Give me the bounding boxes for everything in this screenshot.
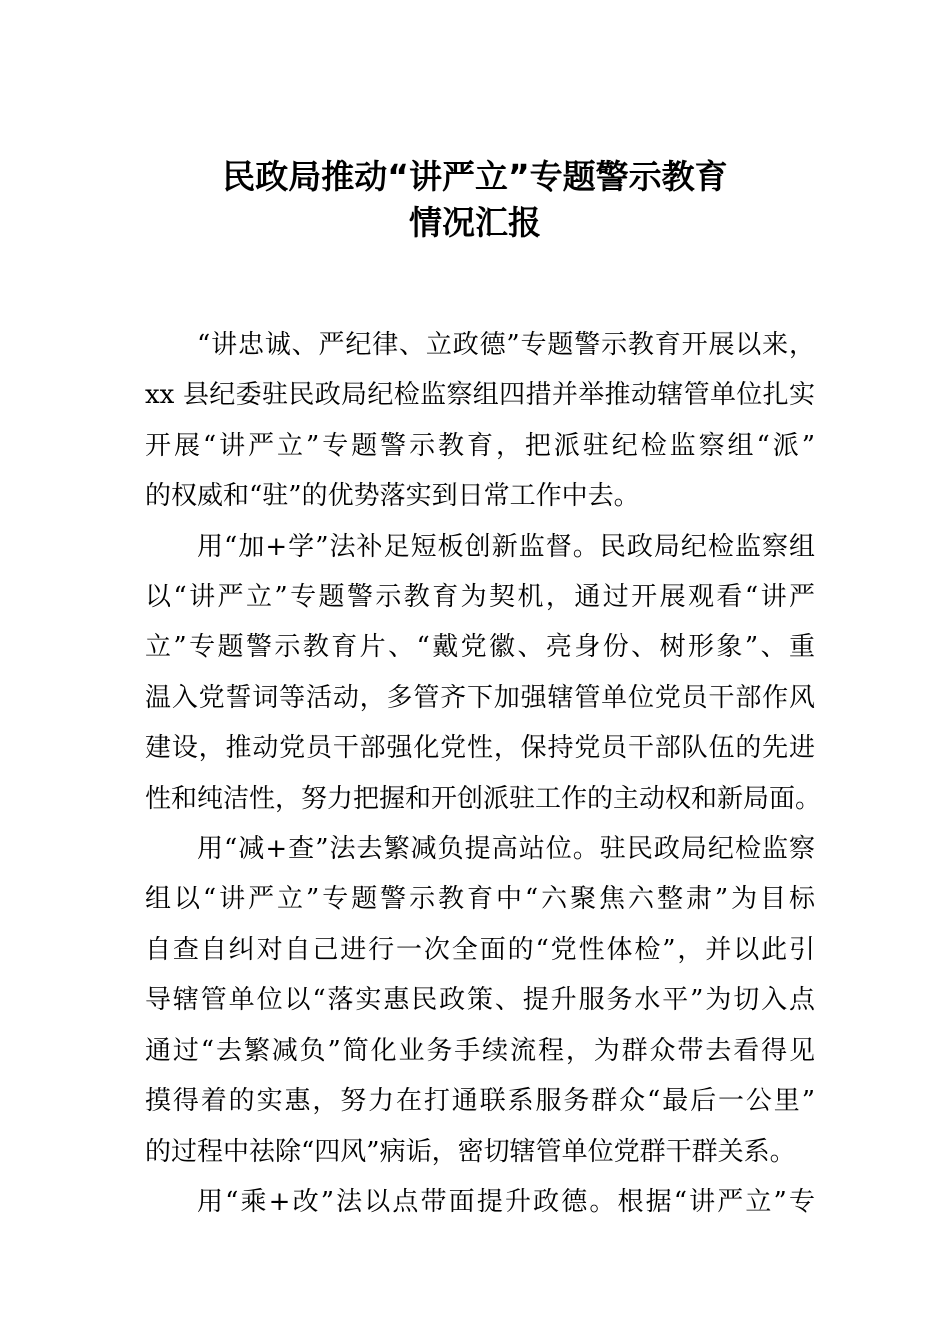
paragraph-line: 用“减+查”法去繁减负提高站位。驻民政局纪检监察 (197, 834, 815, 865)
paragraph-1 (145, 320, 815, 522)
paragraph-4 (145, 1177, 815, 1227)
paragraph-line: 用“加+学”法补足短板创新监督。民政局纪检监察组 (197, 531, 815, 562)
paragraph-line: 开展“讲严立”专题警示教育，把派驻纪检监察组“派” (145, 430, 815, 461)
paragraph-line: xx 县纪委驻民政局纪检监察组四措并举推动辖管单位扎实 (145, 380, 815, 411)
paragraph-2 (145, 522, 822, 824)
paragraph-line: 的过程中祛除“四风”病诟，密切辖管单位党群干群关系。 (145, 1136, 796, 1167)
paragraph-line: 导辖管单位以“落实惠民政策、提升服务水平”为切入点 (145, 985, 815, 1016)
paragraph-3 (145, 824, 815, 1177)
paragraph-line: 立”专题警示教育片、“戴党徽、亮身份、树形象”、重 (145, 632, 815, 663)
paragraph-line: “讲忠诚、严纪律、立政德”专题警示教育开展以来， (197, 330, 815, 360)
document-title-line-2: 情况汇报 (409, 203, 541, 242)
document-title-line-1: 民政局推动“讲严立”专题警示教育 (222, 157, 728, 196)
paragraph-line: 温入党誓词等活动，多管齐下加强辖管单位党员干部作风 (145, 682, 815, 713)
paragraph-line: 自查自纠对自己进行一次全面的“党性体检”，并以此引 (145, 934, 815, 965)
paragraph-line: 以“讲严立”专题警示教育为契机，通过开展观看“讲严 (145, 582, 815, 613)
paragraph-line: 通过“去繁减负”简化业务手续流程，为群众带去看得见 (145, 1035, 815, 1066)
document-body (145, 320, 822, 1227)
paragraph-line: 组以“讲严立”专题警示教育中“六聚焦六整肃”为目标 (145, 884, 815, 915)
paragraph-line: 摸得着的实惠，努力在打通联系服务群众“最后一公里” (145, 1086, 815, 1117)
paragraph-line: 建设，推动党员干部强化党性，保持党员干部队伍的先进 (145, 733, 815, 764)
paragraph-line: 的权威和“驻”的优势落实到日常工作中去。 (145, 481, 640, 512)
paragraph-line: 性和纯洁性，努力把握和开创派驻工作的主动权和新局面。 (145, 783, 822, 814)
paragraph-line: 用“乘+改”法以点带面提升政德。根据“讲严立”专 (197, 1186, 815, 1217)
